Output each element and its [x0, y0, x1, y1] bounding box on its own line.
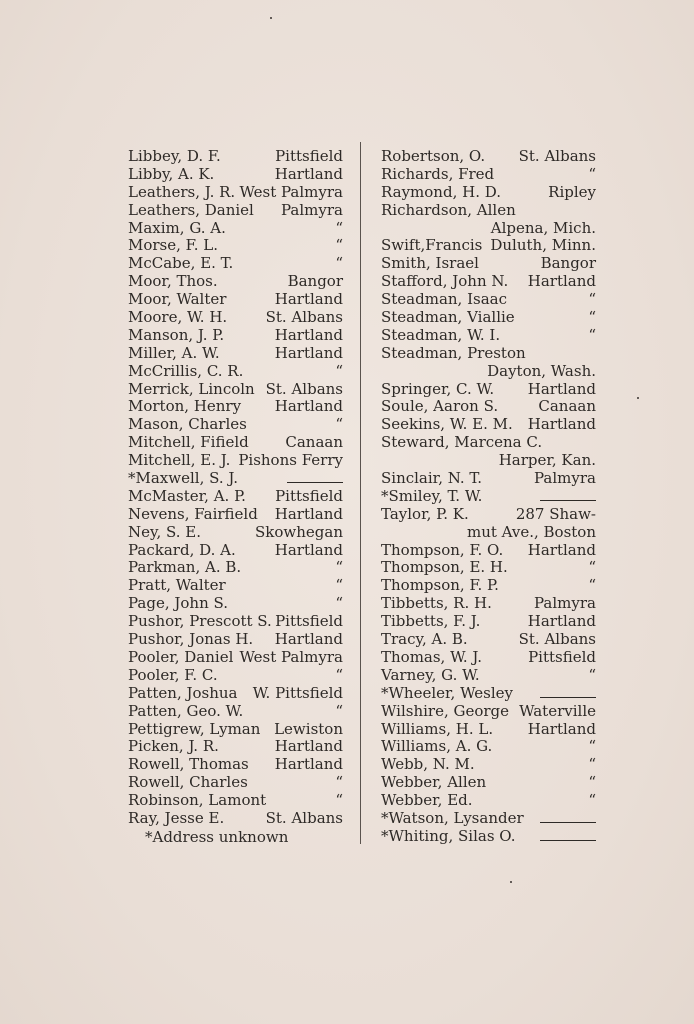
entry-name: Maxim, G. A. [128, 218, 226, 237]
entry-name: Page, John S. [128, 594, 229, 613]
entry-name: Packard, D. A. [128, 540, 236, 559]
directory-entry [381, 470, 596, 488]
directory-entry [381, 506, 596, 524]
entry-name: Pooler, F. C. [128, 665, 218, 684]
entry-place: Hartland [527, 719, 596, 738]
entry-place: Lewiston [274, 719, 343, 738]
directory-entry [128, 738, 343, 756]
entry-place: “ [335, 415, 343, 434]
directory-entry [128, 595, 343, 613]
entry-name: McCrillis, C. R. [128, 361, 244, 380]
directory-entry [128, 398, 343, 416]
entry-name: Leathers, Daniel [128, 200, 254, 219]
entry-place: Bangor [540, 254, 596, 273]
entry-name: Picken, J. R. [128, 737, 219, 756]
directory-entry [381, 559, 596, 577]
paper-speck [637, 397, 639, 399]
entry-place: “ [588, 558, 596, 577]
directory-entry [381, 738, 596, 756]
entry-name: Thompson, F. O. [381, 540, 504, 559]
entry-name: *Maxwell, S. J. [128, 469, 239, 488]
entry-name: Tibbetts, F. J. [381, 612, 481, 631]
directory-entry [381, 255, 596, 273]
entry-place: “ [335, 254, 343, 273]
entry-name: Smith, Israel [381, 254, 479, 273]
directory-entry [381, 398, 596, 416]
directory-entry [128, 220, 343, 238]
directory-entry [381, 166, 596, 184]
entry-place: Skowhegan [255, 522, 343, 541]
entry-name: Patten, Joshua [128, 683, 238, 702]
directory-entry [381, 452, 596, 470]
entry-place: “ [588, 791, 596, 810]
entry-place: Hartland [274, 540, 343, 559]
entry-name: Merrick, Lincoln [128, 379, 255, 398]
entry-name: Raymond, H. D. [381, 182, 501, 201]
directory-entry [128, 166, 343, 184]
directory-entry [128, 792, 343, 810]
entry-name: Pushor, Prescott S. [128, 612, 272, 631]
entry-name: Richardson, Allen [381, 200, 516, 219]
entry-name: Seekins, W. E. M. [381, 415, 513, 434]
directory-entry [128, 255, 343, 273]
entry-place: Palmyra [534, 594, 596, 613]
entry-place: Hartland [527, 612, 596, 631]
directory-entry [128, 381, 343, 399]
directory-entry [128, 273, 343, 291]
entry-name: Wilshire, George [381, 701, 510, 720]
directory-entry [128, 470, 343, 488]
entry-place: Hartland [527, 272, 596, 291]
directory-entry [128, 148, 343, 166]
entry-name: Miller, A. W. [128, 343, 220, 362]
entry-place: Canaan [538, 397, 596, 416]
entry-place: Dayton, Wash. [487, 361, 596, 380]
entry-name: Rowell, Thomas [128, 755, 249, 774]
directory-entry [128, 667, 343, 685]
entry-name: Thompson, F. P. [381, 576, 499, 595]
entry-place: Pittsfield [275, 612, 343, 631]
entry-name: Parkman, A. B. [128, 558, 242, 577]
entry-place: West Palmyra [239, 182, 343, 201]
entry-name: Ney, S. E. [128, 522, 202, 541]
entry-place: Alpena, Mich. [490, 218, 596, 237]
entry-name: Robertson, O. [381, 147, 486, 165]
entry-name: Morton, Henry [128, 397, 242, 416]
entry-name: *Smiley, T. W. [381, 486, 483, 505]
unknown-address-dash [540, 840, 596, 841]
entry-place: Bangor [287, 272, 343, 291]
entry-name: Moor, Thos. [128, 272, 218, 291]
entry-name: Mitchell, E. J. [128, 451, 231, 470]
entry-name: Steadman, Viallie [381, 308, 515, 327]
directory-entry [381, 577, 596, 595]
directory-entry [381, 434, 596, 452]
directory-entry [381, 542, 596, 560]
entry-place: “ [588, 576, 596, 595]
entry-name: Tibbetts, R. H. [381, 594, 492, 613]
directory-entry [381, 488, 596, 506]
directory-entry [381, 667, 596, 685]
unknown-address-dash [287, 482, 343, 483]
entry-place: “ [588, 755, 596, 774]
directory-entry [128, 452, 343, 470]
entry-place: Hartland [274, 164, 343, 183]
directory-entry [381, 148, 596, 166]
entry-name: Steadman, W. I. [381, 325, 501, 344]
directory-entry [128, 434, 343, 452]
entry-place: Hartland [274, 755, 343, 774]
entry-name: *Watson, Lysander [381, 808, 524, 827]
entry-name: Pushor, Jonas H. [128, 630, 254, 649]
entry-name: Webb, N. M. [381, 755, 475, 774]
directory-entry [128, 363, 343, 381]
entry-name: Varney, G. W. [381, 665, 480, 684]
entry-place: “ [588, 164, 596, 183]
entry-place: St. Albans [265, 379, 343, 398]
entry-place: “ [588, 325, 596, 344]
directory-entry [128, 542, 343, 560]
entry-place: Pittsfield [528, 647, 596, 666]
right-column [381, 148, 596, 846]
entry-place: Palmyra [281, 200, 343, 219]
entry-place: “ [335, 791, 343, 810]
entry-place: Pittsfield [275, 147, 343, 165]
entry-name: Libby, A. K. [128, 164, 215, 183]
entry-name: Mitchell, Fifield [128, 433, 249, 452]
directory-entry [128, 237, 343, 255]
column-divider [360, 142, 361, 844]
entry-name: Sinclair, N. T. [381, 469, 483, 488]
footnote: *Address unknown [145, 828, 289, 846]
entry-place: Hartland [274, 290, 343, 309]
entry-name: McCabe, E. T. [128, 254, 234, 273]
entry-place: Palmyra [534, 469, 596, 488]
entry-place: “ [588, 737, 596, 756]
entry-place: 287 Shaw- [515, 504, 596, 523]
entry-place: St. Albans [265, 808, 343, 827]
directory-entry [381, 828, 596, 846]
entry-name: Springer, C. W. [381, 379, 495, 398]
entry-place: St. Albans [518, 147, 596, 165]
entry-place: Waterville [519, 701, 596, 720]
directory-entry [381, 649, 596, 667]
entry-name: Pratt, Walter [128, 576, 226, 595]
entry-place: Ripley [548, 182, 596, 201]
directory-entry [381, 363, 596, 381]
entry-place: “ [335, 361, 343, 380]
entry-place: W. Pittsfield [252, 683, 343, 702]
entry-place: West Palmyra [239, 647, 343, 666]
directory-entry [128, 721, 343, 739]
unknown-address-dash [540, 822, 596, 823]
left-column [128, 148, 343, 828]
entry-place: Harper, Kan. [498, 451, 596, 470]
entry-place: “ [588, 665, 596, 684]
entry-place: “ [335, 773, 343, 792]
entry-name: Robinson, Lamont [128, 791, 267, 810]
entry-name: Steadman, Preston [381, 343, 526, 362]
entry-name: Pooler, Daniel [128, 647, 234, 666]
entry-name: Leathers, J. R. [128, 182, 236, 201]
entry-name: Thompson, E. H. [381, 558, 508, 577]
paper-speck [270, 17, 272, 19]
directory-entry [128, 327, 343, 345]
entry-place: mut Ave., Boston [466, 522, 596, 541]
directory-entry [381, 685, 596, 703]
directory-entry [381, 381, 596, 399]
entry-place: Hartland [527, 379, 596, 398]
directory-entry [128, 810, 343, 828]
entry-place: “ [588, 290, 596, 309]
directory-entry [381, 721, 596, 739]
directory-entry [381, 202, 596, 220]
entry-place: Hartland [274, 343, 343, 362]
entry-place: Hartland [527, 415, 596, 434]
entry-place: Hartland [527, 540, 596, 559]
unknown-address-dash [540, 500, 596, 501]
entry-name: Tracy, A. B. [381, 630, 468, 649]
entry-place: St. Albans [265, 308, 343, 327]
directory-entry [128, 345, 343, 363]
entry-place: “ [588, 773, 596, 792]
directory-entry [128, 685, 343, 703]
entry-place: “ [335, 701, 343, 720]
directory-entry [128, 202, 343, 220]
directory-entry [381, 613, 596, 631]
directory-entry [381, 524, 596, 542]
entry-place: “ [335, 558, 343, 577]
directory-entry [128, 559, 343, 577]
entry-place: Hartland [274, 325, 343, 344]
entry-place: “ [335, 594, 343, 613]
entry-place: “ [335, 665, 343, 684]
unknown-address-dash [540, 697, 596, 698]
entry-name: Steward, Marcena C. [381, 433, 543, 452]
entry-place: Canaan [285, 433, 343, 452]
directory-entry [128, 488, 343, 506]
entry-place: Hartland [274, 397, 343, 416]
entry-place: St. Albans [518, 630, 596, 649]
directory-entry [128, 631, 343, 649]
entry-name: *Whiting, Silas O. [381, 826, 516, 845]
entry-name: McMaster, A. P. [128, 486, 246, 505]
directory-entry [128, 613, 343, 631]
entry-name: Steadman, Isaac [381, 290, 507, 309]
entry-name: Ray, Jesse E. [128, 808, 225, 827]
directory-entry [381, 345, 596, 363]
entry-name: Morse, F. L. [128, 236, 219, 255]
directory-entry [381, 792, 596, 810]
entry-place: “ [335, 236, 343, 255]
entry-place: Hartland [274, 504, 343, 523]
entry-place: Pishons Ferry [238, 451, 343, 470]
directory-entry [128, 309, 343, 327]
directory-entry [128, 524, 343, 542]
entry-place: Duluth, Minn. [490, 236, 596, 255]
paper-speck [510, 881, 512, 883]
directory-entry [381, 220, 596, 238]
entry-name: Williams, H. L. [381, 719, 494, 738]
directory-entry [381, 595, 596, 613]
directory-entry [128, 703, 343, 721]
directory-entry [128, 577, 343, 595]
entry-name: Thomas, W. J. [381, 647, 483, 666]
entry-name: Libbey, D. F. [128, 147, 221, 165]
entry-name: Mason, Charles [128, 415, 247, 434]
entry-name: Patten, Geo. W. [128, 701, 244, 720]
directory-entry [381, 309, 596, 327]
directory-entry [381, 237, 596, 255]
directory-entry [128, 506, 343, 524]
directory-entry [381, 774, 596, 792]
directory-entry [381, 291, 596, 309]
entry-name: Moore, W. H. [128, 308, 228, 327]
entry-place: “ [335, 576, 343, 595]
entry-name: Nevens, Fairfield [128, 504, 258, 523]
directory-entry [381, 184, 596, 202]
directory-entry [128, 649, 343, 667]
entry-name: Webber, Ed. [381, 791, 473, 810]
directory-entry [381, 703, 596, 721]
entry-name: Pettigrew, Lyman [128, 719, 261, 738]
entry-name: Soule, Aaron S. [381, 397, 499, 416]
entry-place: Pittsfield [275, 486, 343, 505]
entry-place: “ [588, 308, 596, 327]
directory-entry [381, 327, 596, 345]
directory-entry [381, 631, 596, 649]
entry-name: Richards, Fred [381, 164, 495, 183]
directory-entry [381, 810, 596, 828]
entry-name: Webber, Allen [381, 773, 487, 792]
directory-entry [128, 184, 343, 202]
directory-entry [128, 774, 343, 792]
entry-name: Moor, Walter [128, 290, 227, 309]
entry-place: Hartland [274, 630, 343, 649]
directory-entry [381, 273, 596, 291]
entry-name: Swift,Francis [381, 236, 483, 255]
entry-name: *Wheeler, Wesley [381, 683, 513, 702]
directory-entry [381, 416, 596, 434]
directory-entry [381, 756, 596, 774]
entry-name: Rowell, Charles [128, 773, 248, 792]
directory-entry [128, 416, 343, 434]
entry-name: Stafford, John N. [381, 272, 509, 291]
entry-place: Hartland [274, 737, 343, 756]
entry-name: Williams, A. G. [381, 737, 493, 756]
directory-entry [128, 756, 343, 774]
directory-entry [128, 291, 343, 309]
entry-name: Manson, J. P. [128, 325, 225, 344]
entry-place: “ [335, 218, 343, 237]
entry-name: Taylor, P. K. [381, 504, 469, 523]
